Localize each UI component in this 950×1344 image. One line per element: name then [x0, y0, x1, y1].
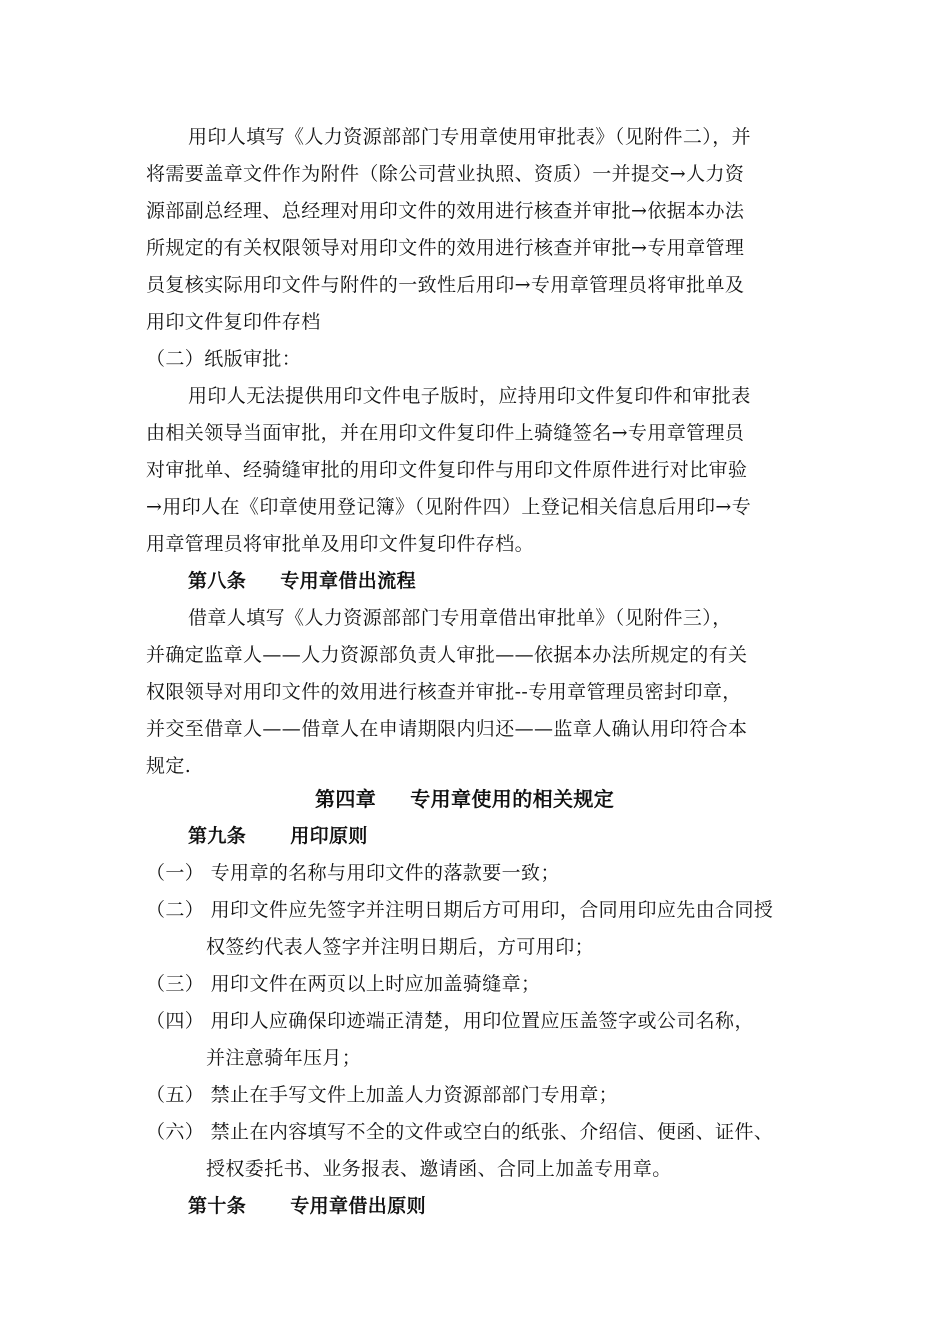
article9-item-4: （四） 用印人应确保印迹端正清楚，用印位置应压盖签字或公司名称，	[146, 1010, 754, 1032]
intro-line-2: 将需要盖章文件作为附件（除公司营业执照、资质）一并提交→人力资	[146, 163, 745, 185]
article9-item-6: （六） 禁止在内容填写不全的文件或空白的纸张、介绍信、便函、证件、	[146, 1121, 774, 1143]
article10-title: 专用章借出原则	[290, 1195, 427, 1217]
article9-item-2-cont: 权签约代表人签字并注明日期后，方可用印；	[206, 936, 595, 958]
intro-line-4: 所规定的有关权限领导对用印文件的效用进行核查并审批→专用章管理	[146, 237, 745, 259]
article8-line-2: 并确定监章人——人力资源部负责人审批——依据本办法所规定的有关	[146, 644, 748, 666]
paper-approval-line-2: 由相关领导当面审批，并在用印文件复印件上骑缝签名→专用章管理员	[146, 422, 745, 444]
article9-item-2: （二） 用印文件应先签字并注明日期后方可用印，合同用印应先由合同授	[146, 899, 774, 921]
intro-line-3: 源部副总经理、总经理对用印文件的效用进行核查并审批→依据本办法	[146, 200, 745, 222]
article10-heading	[188, 1193, 426, 1219]
article10-number: 第十条	[188, 1195, 247, 1217]
intro-line-5: 员复核实际用印文件与附件的一致性后用印→专用章管理员将审批单及	[146, 274, 745, 296]
paper-approval-line-4: →用印人在《印章使用登记簿》（见附件四）上登记相关信息后用印→专	[146, 496, 752, 518]
article8-line-4: 并交至借章人——借章人在申请期限内归还——监章人确认用印符合本	[146, 718, 748, 740]
intro-line-1: 用印人填写《人力资源部部门专用章使用审批表》（见附件二），并	[188, 126, 752, 148]
chapter4-title: 专用章使用的相关规定	[410, 787, 615, 811]
article9-number: 第九条	[188, 825, 247, 847]
article8-line-5: 规定.	[146, 755, 192, 777]
intro-line-6: 用印文件复印件存档	[146, 311, 321, 333]
paper-approval-line-5: 用章管理员将审批单及用印文件复印件存档。	[146, 533, 535, 555]
article9-item-4-cont: 并注意骑年压月；	[206, 1047, 362, 1069]
article9-item-5: （五） 禁止在手写文件上加盖人力资源部部门专用章；	[146, 1084, 619, 1106]
article8-title: 专用章借出流程	[280, 570, 417, 592]
article8-heading	[188, 568, 416, 594]
chapter4-heading	[315, 786, 614, 812]
article9-item-1: （一） 专用章的名称与用印文件的落款要一致；	[146, 862, 560, 884]
paper-approval-heading: （二）纸版审批：	[146, 348, 302, 370]
paper-approval-line-1: 用印人无法提供用印文件电子版时，应持用印文件复印件和审批表	[188, 385, 751, 407]
chapter4-number: 第四章	[315, 787, 377, 811]
article8-line-3: 权限领导对用印文件的效用进行核查并审批--专用章管理员密封印章，	[146, 681, 742, 703]
article9-item-3: （三） 用印文件在两页以上时应加盖骑缝章；	[146, 973, 541, 995]
paper-approval-line-3: 对审批单、经骑缝审批的用印文件复印件与用印文件原件进行对比审验	[146, 459, 748, 481]
article9-title: 用印原则	[290, 825, 368, 847]
article8-line-1: 借章人填写《人力资源部部门专用章借出审批单》（见附件三），	[188, 607, 732, 629]
article9-item-6-cont: 授权委托书、业务报表、邀请函、合同上加盖专用章。	[206, 1158, 672, 1180]
article9-heading	[188, 823, 368, 849]
article8-number: 第八条	[188, 570, 247, 592]
